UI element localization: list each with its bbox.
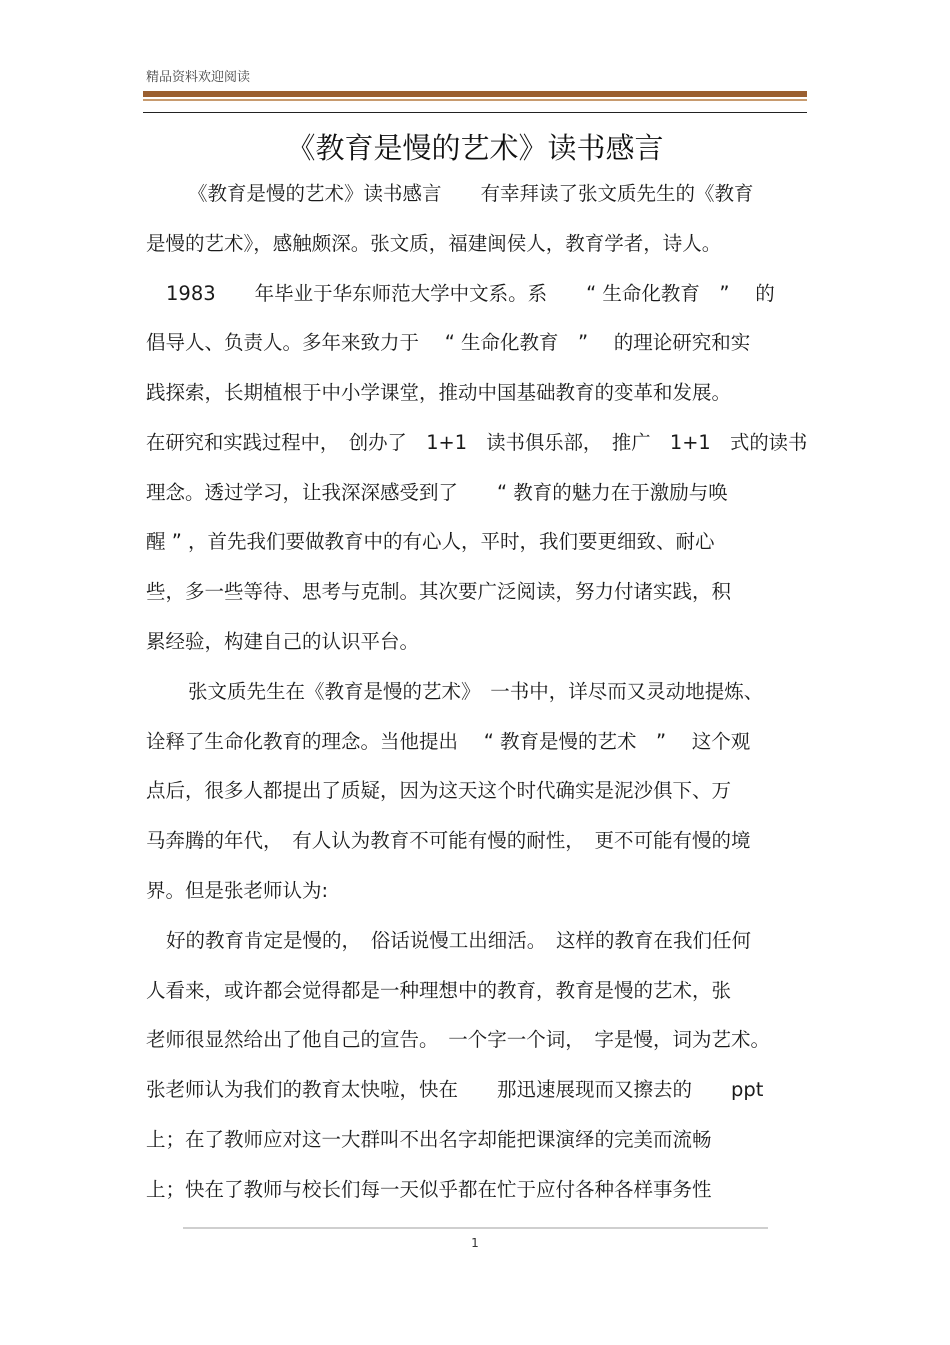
body-line: 界。但是张老师认为: bbox=[146, 879, 329, 902]
body-line: 是慢的艺术》，感触颇深。张文质，福建闽侯人，教育学者，诗人。 bbox=[146, 232, 722, 255]
body-line: 张老师认为我们的教育太快啦，快在 那迅速展现而又擦去的 ppt bbox=[146, 1078, 764, 1101]
header-text: 精品资料欢迎阅读 bbox=[146, 70, 251, 85]
body-line: 累经验，构建自己的认识平台。 bbox=[146, 630, 420, 653]
body-line: 《教育是慢的艺术》读书感言 有幸拜读了张文质先生的《教育 bbox=[188, 182, 754, 205]
page-number: 1 bbox=[471, 1236, 479, 1250]
body-line: 在研究和实践过程中， 创办了 1+1 读书俱乐部， 推广 1+1 式的读书 bbox=[146, 431, 808, 454]
body-line: 上；快在了教师与校长们每一天似乎都在忙于应付各种各样事务性 bbox=[146, 1178, 712, 1201]
header-rule-thick bbox=[143, 91, 807, 97]
body-line: 点后，很多人都提出了质疑，因为这天这个时代确实是泥沙俱下、万 bbox=[146, 779, 732, 802]
body-line: 张文质先生在《教育是慢的艺术》 一书中，详尽而又灵动地提炼、 bbox=[188, 680, 764, 703]
document-title: 《教育是慢的艺术》读书感言 bbox=[286, 131, 664, 165]
body-line: 老师很显然给出了他自己的宣告。 一个字一个词， 字是慢，词为艺术。 bbox=[146, 1028, 771, 1051]
body-line: 理念。透过学习，让我深深感受到了 “ 教育的魅力在于激励与唤 bbox=[146, 481, 728, 504]
body-line: 人看来，或许都会觉得都是一种理想中的教育，教育是慢的艺术，张 bbox=[146, 979, 732, 1002]
body-line: 践探索，长期植根于中小学课堂，推动中国基础教育的变革和发展。 bbox=[146, 381, 732, 404]
body-line: 1983 年毕业于华东师范大学中文系。系 “ 生命化教育 ” 的 bbox=[166, 282, 775, 305]
body-line: 醒 ” ，首先我们要做教育中的有心人，平时，我们要更细致、耐心 bbox=[146, 530, 715, 553]
body-line: 好的教育肯定是慢的， 俗话说慢工出细活。 这样的教育在我们任何 bbox=[166, 929, 752, 952]
body-line: 上；在了教师应对这一大群叫不出名字却能把课演绎的完美而流畅 bbox=[146, 1128, 712, 1151]
body-line: 些，多一些等待、思考与克制。其次要广泛阅读，努力付诸实践，积 bbox=[146, 580, 732, 603]
header-rule-thin bbox=[143, 99, 807, 101]
footer-rule bbox=[183, 1227, 768, 1229]
body-line: 倡导人、负责人。多年来致力于 “ 生命化教育 ” 的理论研究和实 bbox=[146, 331, 751, 354]
body-line: 诠释了生命化教育的理念。当他提出 “ 教育是慢的艺术 ” 这个观 bbox=[146, 730, 751, 753]
body-line: 马奔腾的年代， 有人认为教育不可能有慢的耐性， 更不可能有慢的境 bbox=[146, 829, 751, 852]
header-rule-black bbox=[143, 112, 807, 113]
